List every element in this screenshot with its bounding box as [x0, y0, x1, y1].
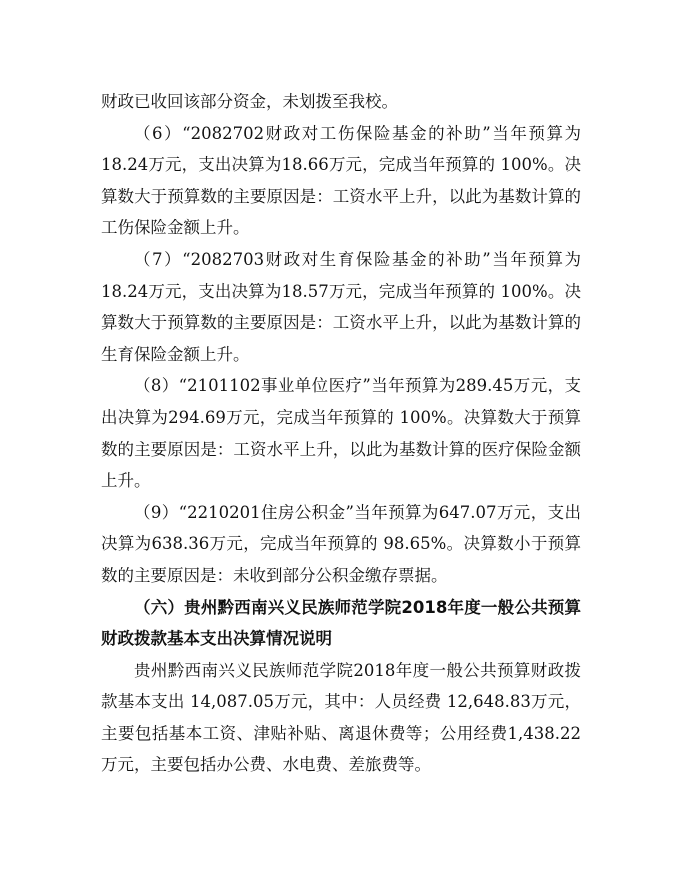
paragraph-item-8: （8）“2101102事业单位医疗”当年预算为289.45万元，支出决算为294.69万元，完成当年预算的 100%。决算数大于预算数的主要原因是：工资水平上升，以此为基数计算的医疗保险金额上升。	[101, 376, 581, 491]
paragraph-item-6: （6）“2082702财政对工伤保险基金的补助”当年预算为18.24万元，支出决算为18.66万元，完成当年预算的 100%。决算数大于预算数的主要原因是：工资水平上升，以此为基数计算的工伤保险金额上升。	[101, 123, 581, 238]
summary-paragraph: 贵州黔西南兴义民族师范学院2018年度一般公共预算财政拨款基本支出 14,087.05万元，其中：人员经费 12,648.83万元，主要包括基本工资、津贴补贴、离退休费等；公用经费1,438.22万元，主要包括办公费、水电费、差旅费等。	[101, 660, 581, 775]
paragraph-item-9: （9）“2210201住房公积金”当年预算为647.07万元，支出决算为638.36万元，完成当年预算的 98.65%。决算数小于预算数的主要原因是：未收到部分公积金缴存票据。	[101, 502, 581, 585]
document-page	[101, 86, 581, 781]
paragraph-continuation: 财政已收回该部分资金，未划拨至我校。	[101, 92, 398, 111]
section-heading: （六）贵州黔西南兴义民族师范学院2018年度一般公共预算财政拨款基本支出决算情况说明	[101, 597, 581, 649]
paragraph-item-7: （7）“2082703财政对生育保险基金的补助”当年预算为18.24万元，支出决算为18.57万元，完成当年预算的 100%。决算数大于预算数的主要原因是：工资水平上升，以此为基数计算的生育保险金额上升。	[101, 249, 581, 364]
